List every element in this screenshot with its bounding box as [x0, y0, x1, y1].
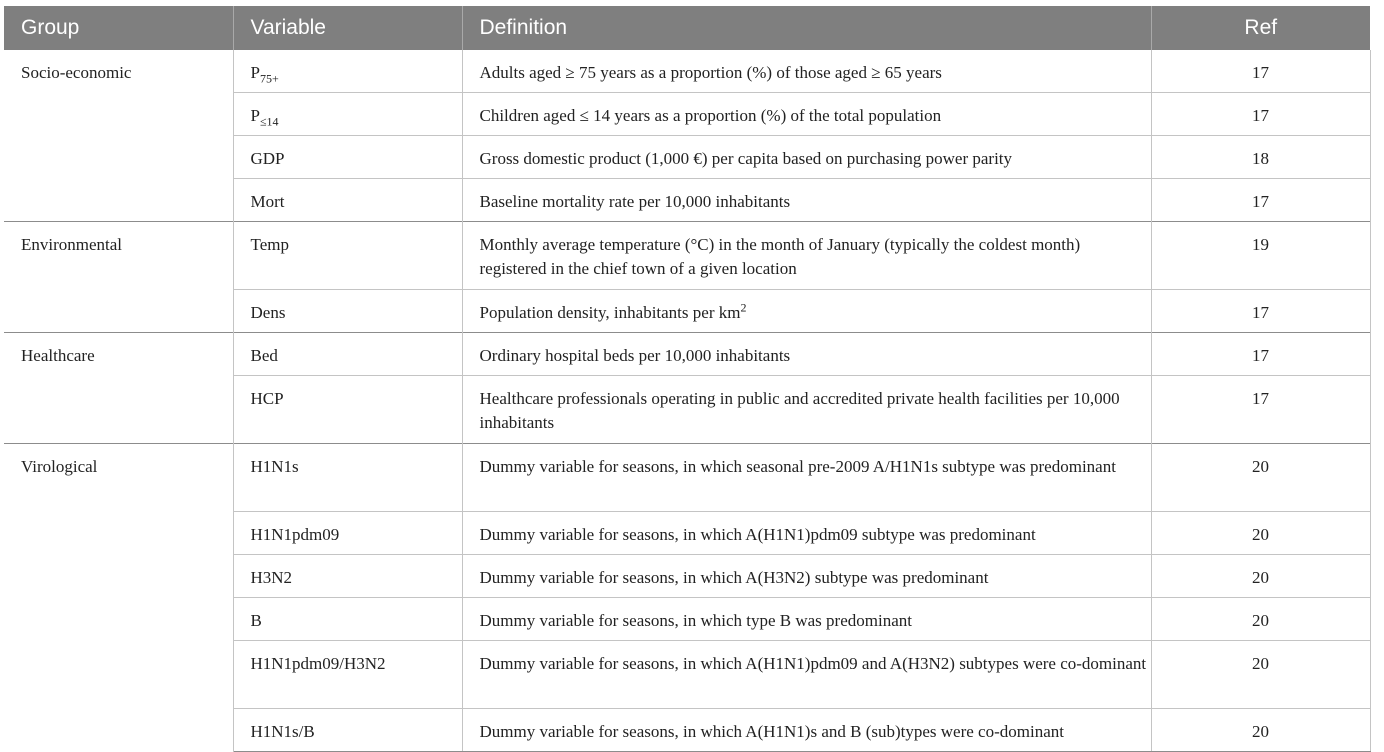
variable-cell: Dens [233, 290, 462, 333]
definition-cell: Dummy variable for seasons, in which A(H1N1)s and B (sub)types were co-dominant [462, 709, 1151, 752]
ref-cell: 17 [1151, 333, 1370, 376]
variable-cell [233, 50, 462, 93]
variable-cell: H1N1pdm09 [233, 512, 462, 555]
ref-cell: 20 [1151, 709, 1370, 752]
ref-cell: 18 [1151, 136, 1370, 179]
variable-cell: Temp [233, 222, 462, 290]
header-variable: Variable [233, 6, 462, 50]
table-row [4, 50, 1370, 93]
ref-cell: 17 [1151, 179, 1370, 222]
definition-cell: Ordinary hospital beds per 10,000 inhabitants [462, 333, 1151, 376]
variable-cell: B [233, 598, 462, 641]
definition-cell: Dummy variable for seasons, in which seasonal pre-2009 A/H1N1s subtype was predominant [462, 444, 1151, 512]
variable-subscript: ≤14 [259, 114, 279, 129]
definition-cell: Baseline mortality rate per 10,000 inhabitants [462, 179, 1151, 222]
table-header [4, 6, 1370, 50]
header-group: Group [4, 6, 233, 50]
definition-cell: Gross domestic product (1,000 €) per capita based on purchasing power parity [462, 136, 1151, 179]
definition-cell: Dummy variable for seasons, in which A(H1N1)pdm09 and A(H3N2) subtypes were co-dominant [462, 641, 1151, 709]
definition-cell: Dummy variable for seasons, in which type B was predominant [462, 598, 1151, 641]
variable-cell: H1N1s/B [233, 709, 462, 752]
definition-text: Population density, inhabitants per km [479, 303, 741, 322]
group-cell: Healthcare [4, 333, 233, 444]
ref-cell: 20 [1151, 598, 1370, 641]
variable-subscript: 75+ [259, 71, 279, 86]
variable-cell: H3N2 [233, 555, 462, 598]
definition-cell: Children aged ≤ 14 years as a proportion (%) of the total population [462, 93, 1151, 136]
variable-cell: HCP [233, 376, 462, 444]
variable-cell: H1N1pdm09/H3N2 [233, 641, 462, 709]
header-row [4, 6, 1370, 50]
ref-cell: 20 [1151, 555, 1370, 598]
table-row [4, 222, 1370, 290]
variables-table [4, 6, 1371, 752]
variable-cell: Bed [233, 333, 462, 376]
ref-cell: 17 [1151, 290, 1370, 333]
ref-cell: 17 [1151, 376, 1370, 444]
variable-cell: Mort [233, 179, 462, 222]
header-definition: Definition [462, 6, 1151, 50]
definition-cell: Adults aged ≥ 75 years as a proportion (%) of those aged ≥ 65 years [462, 50, 1151, 93]
ref-cell: 17 [1151, 50, 1370, 93]
group-cell: Socio-economic [4, 50, 233, 222]
ref-cell: 20 [1151, 512, 1370, 555]
variable-cell: GDP [233, 136, 462, 179]
header-ref: Ref [1151, 6, 1370, 50]
variable-name: P [250, 106, 260, 125]
ref-cell: 20 [1151, 641, 1370, 709]
ref-cell: 17 [1151, 93, 1370, 136]
definition-cell: Dummy variable for seasons, in which A(H3N2) subtype was predominant [462, 555, 1151, 598]
variable-name: P [250, 63, 260, 82]
definition-cell: Dummy variable for seasons, in which A(H1N1)pdm09 subtype was predominant [462, 512, 1151, 555]
table-row [4, 333, 1370, 376]
variable-cell: H1N1s [233, 444, 462, 512]
group-cell: Environmental [4, 222, 233, 333]
variable-cell [233, 93, 462, 136]
definition-superscript: 2 [740, 300, 747, 315]
ref-cell: 19 [1151, 222, 1370, 290]
group-cell: Virological [4, 444, 233, 752]
definition-cell: Monthly average temperature (°C) in the month of January (typically the coldest month) registered in the chief town of a given location [462, 222, 1151, 290]
table-row [4, 444, 1370, 512]
table-container [4, 6, 1380, 752]
table-body [4, 50, 1370, 752]
definition-cell [462, 290, 1151, 333]
definition-cell: Healthcare professionals operating in public and accredited private health facilities per 10,000 inhabitants [462, 376, 1151, 444]
ref-cell: 20 [1151, 444, 1370, 512]
